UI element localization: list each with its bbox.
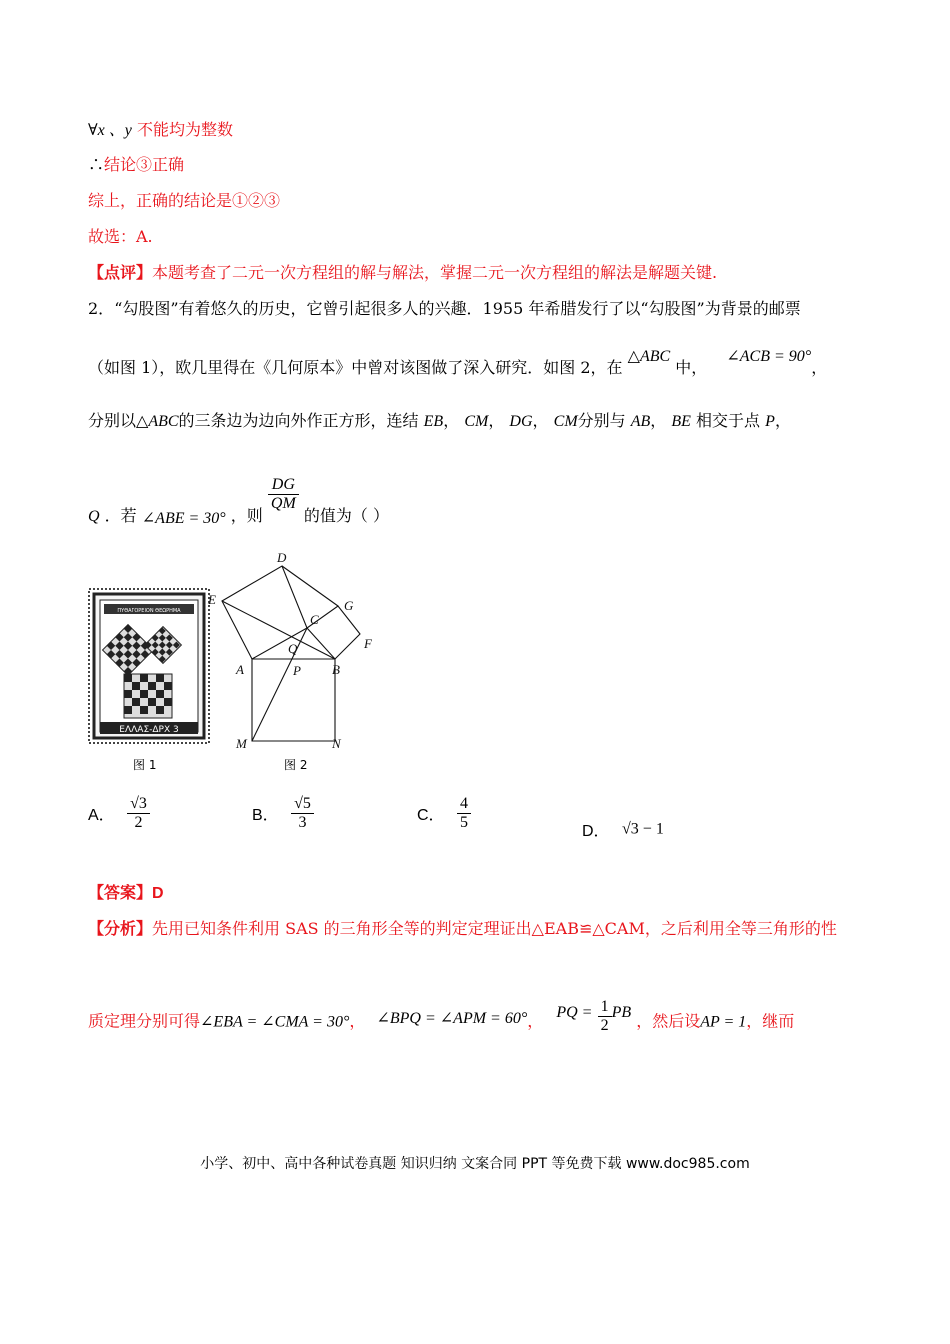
label-b: B — [332, 662, 340, 677]
math-triangle-abc-2: △ABC — [136, 413, 179, 430]
analysis-text-2a: 质定理分别可得 — [88, 1011, 201, 1031]
option-d[interactable] — [582, 818, 664, 841]
label-g: G — [344, 598, 354, 613]
question-text-4a: ．若 — [104, 505, 137, 525]
option-d-label: D． — [582, 823, 610, 840]
analysis-text-2d: ，然后设 — [636, 1011, 701, 1031]
answer-value: D — [152, 885, 164, 902]
line-conclusion-3 — [88, 152, 184, 175]
sep-2: ， — [488, 411, 505, 430]
math-angle-acb: ∠ACB = 90° — [726, 348, 812, 365]
analysis-text-2e: ，继而 — [746, 1011, 795, 1031]
option-b-den: 3 — [298, 813, 307, 831]
label-m: M — [236, 736, 247, 751]
therefore-symbol: ∴ — [88, 155, 105, 174]
question-line-2 — [88, 348, 828, 378]
text-conclusion-3: 结论③正确 — [104, 155, 185, 174]
math-p: P — [765, 413, 775, 430]
math-pq: PQ = — [556, 1003, 593, 1021]
question-text-2c: ， — [811, 358, 828, 377]
option-d-value: √3 − 1 — [622, 820, 664, 838]
analysis-tag: 【分析】 — [88, 919, 153, 938]
fraction-dg: DG — [268, 476, 299, 495]
question-text-3c: 分别与 — [577, 411, 626, 430]
label-n: N — [332, 736, 341, 751]
math-half-num: 1 — [598, 998, 612, 1017]
figure-2-diagram — [200, 548, 380, 758]
line-cm — [252, 628, 307, 741]
math-half — [598, 998, 612, 1034]
option-c-label: C． — [417, 806, 445, 824]
label-p: P — [293, 663, 301, 678]
question-text-2a: （如图 1），欧几里得在《几何原本》中曾对该图做了深入研究．如图 2，在 — [88, 358, 623, 377]
option-b-num: √5 — [291, 795, 314, 814]
analysis-line-1 — [88, 916, 837, 939]
stamp-text: ΕΛΛΑΣ-ΔΡΧ 3 — [119, 725, 179, 735]
math-half-den: 2 — [600, 1016, 609, 1034]
option-a-den: 2 — [134, 813, 143, 831]
question-comma: ， — [774, 411, 791, 430]
question-line-3 — [88, 408, 791, 431]
analysis-text-2c: ， — [527, 1011, 544, 1031]
option-c-fraction — [457, 795, 471, 831]
answer-tag: 【答案】 — [88, 885, 153, 902]
comment-tag: 【点评】 — [88, 263, 153, 282]
option-a[interactable] — [88, 795, 150, 831]
math-cm: CM — [464, 413, 489, 430]
question-text-2b: 中， — [675, 358, 708, 377]
math-angle-bpq: ∠BPQ = ∠APM = 60° — [376, 1009, 528, 1027]
analysis-text-1: 先用已知条件利用 SAS 的三角形全等的判定定理证出△EAB≌△CAM，之后利用全等三角形的性 — [152, 919, 837, 938]
math-ap: AP = 1 — [700, 1013, 747, 1031]
line-comment — [88, 260, 717, 283]
option-b[interactable] — [252, 795, 314, 831]
question-text-4c: 的值为（ ） — [303, 505, 389, 525]
question-number: 2． — [88, 299, 115, 318]
line-choice: 故选：A. — [88, 227, 153, 246]
line-summary: 综上，正确的结论是①②③ — [88, 191, 281, 210]
option-b-fraction — [291, 795, 314, 831]
option-a-fraction — [127, 795, 150, 831]
math-be: BE — [671, 413, 691, 430]
label-a: A — [236, 662, 244, 677]
option-c[interactable] — [417, 795, 471, 831]
option-a-label: A． — [88, 806, 115, 824]
math-angle-eba: ∠EBA = ∠CMA = 30° — [200, 1013, 350, 1031]
math-triangle-abc: △ABC — [627, 348, 671, 365]
comment-text: 本题考查了二元一次方程组的解与解法，掌握二元一次方程组的解法是解题关键. — [152, 263, 718, 282]
question-text-3a: 分别以 — [88, 411, 137, 430]
fraction-qm: QM — [270, 494, 296, 512]
figure-1-stamp — [88, 588, 210, 744]
stamp-header: ΠΥΘΑΓΟΡΕΙΟΝ ΘΕΩΡΗΜΑ — [117, 608, 181, 614]
math-cm-2: CM — [553, 413, 578, 430]
label-d: D — [277, 550, 287, 565]
math-dg: DG — [509, 413, 533, 430]
question-text-3d: 相交于点 — [696, 411, 761, 430]
math-pb: PB — [611, 1003, 632, 1021]
question-line-4 — [88, 468, 389, 527]
question-text-1: “勾股图”有着悠久的历史，它曾引起很多人的兴趣．1955 年希腊发行了以“勾股图”为背景的邮票 — [114, 299, 801, 318]
question-line-1 — [88, 296, 801, 319]
option-c-num: 4 — [457, 795, 471, 814]
sep-1: ， — [443, 411, 460, 430]
page-footer: 小学、初中、高中各种试卷真题 知识归纳 文案合同 PPT 等免费下载 www.doc985.com — [200, 1156, 750, 1172]
figure-2-caption: 图 2 — [284, 758, 308, 772]
text-not-integers: 不能均为整数 — [136, 120, 233, 139]
math-eb: EB — [423, 413, 444, 430]
figure-1-caption: 图 1 — [133, 758, 157, 772]
math-q: Q — [88, 507, 100, 525]
label-q: Q — [288, 641, 298, 656]
line-integer-note — [88, 117, 233, 140]
answer-line — [88, 880, 164, 903]
analysis-line-2 — [88, 998, 795, 1040]
label-c: C — [310, 612, 319, 627]
math-ab: AB — [630, 413, 651, 430]
label-e: E — [208, 592, 216, 607]
analysis-text-2b: ， — [349, 1011, 366, 1031]
question-text-3b: 的三条边为边向外作正方形，连结 — [178, 411, 419, 430]
math-vars: ∀x 、y — [88, 122, 132, 139]
option-b-label: B． — [252, 806, 279, 824]
sep-3: ， — [532, 411, 549, 430]
stamp-image — [88, 588, 210, 744]
label-f: F — [364, 636, 372, 651]
sep-4: ， — [650, 411, 667, 430]
question-text-4b: ，则 — [230, 505, 263, 525]
math-angle-abe: ∠ABE = 30° — [141, 509, 226, 527]
option-a-num: √3 — [127, 795, 150, 814]
line-eb — [222, 601, 335, 659]
option-c-den: 5 — [460, 813, 469, 831]
fraction-dg-qm — [268, 476, 299, 512]
